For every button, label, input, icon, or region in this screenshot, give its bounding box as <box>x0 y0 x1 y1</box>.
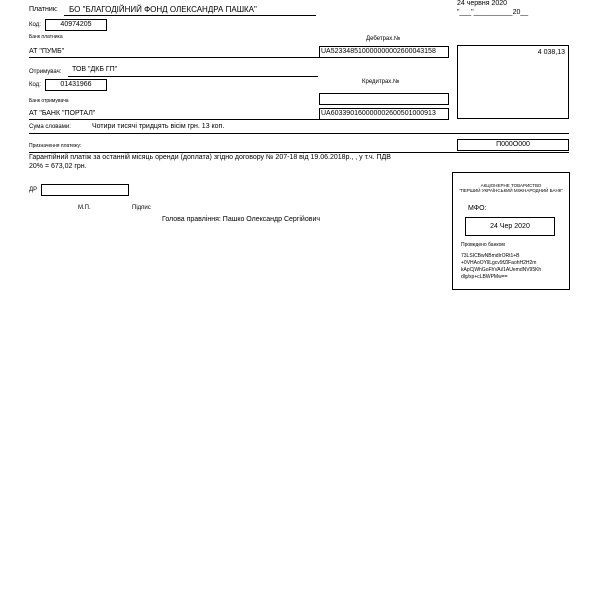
sum-words-label: Сума словами: <box>29 124 71 130</box>
payer-bank-name: АТ "ПУМБ" <box>29 48 65 55</box>
sum-words-text: Чотири тисячі тридцять вісім грн. 13 коп. <box>92 123 225 130</box>
payer-bank-underline <box>29 57 319 58</box>
payer-label: Платник: <box>29 6 58 13</box>
recipient-bank-label: Банк отримувача <box>29 98 69 104</box>
recipient-code-label: Код: <box>29 82 41 88</box>
payer-underline <box>64 15 316 16</box>
stamp-bank-line-1: АКЦІОНЕРНЕ ТОВАРИСТВО <box>480 183 542 188</box>
recipient-bank-underline <box>29 119 319 120</box>
stamp-date-box <box>465 217 555 236</box>
dr-label: ДР <box>29 187 38 193</box>
doc-number-box <box>457 139 569 151</box>
date-blank: "___"__________20__ <box>457 9 529 16</box>
purpose-label: Призначення платежу: <box>29 143 82 149</box>
recipient-label: Отримувач: <box>29 69 62 75</box>
recipient-underline <box>68 76 318 77</box>
sum-words-underline <box>29 133 569 134</box>
dr-box <box>41 184 129 196</box>
stamp-processed: Проведено банком <box>461 242 505 248</box>
payer-name: БО "БЛАГОДІЙНИЙ ФОНД ОЛЕКСАНДРА ПАШКА" <box>69 5 257 14</box>
payer-code-box <box>45 19 107 31</box>
credit-empty-box <box>319 93 449 105</box>
debit-label: Дебетрах.№ <box>366 36 401 42</box>
debit-account-box <box>319 46 449 58</box>
payer-code-label: Код: <box>29 22 41 28</box>
payer-bank-label: Банк платника <box>29 34 63 40</box>
stamp-mfo-label: МФО: <box>468 205 487 212</box>
doc-number: П000О000 <box>496 141 530 148</box>
purpose-line-1: Гарантійний платіж за останній місяць оренди (доплата) згідно договору № 207-18 від 19.06.2018р., , у т.ч. ПДВ <box>29 154 391 161</box>
bank-stamp <box>452 172 570 290</box>
payer-code: 40974205 <box>60 21 92 28</box>
stamp-hash-line-4: dlg/xp+cLBWPMw== <box>461 274 508 280</box>
stamp-date: 24 Чер 2020 <box>490 223 530 230</box>
debit-account: UA523348510000000002600043158 <box>321 48 436 55</box>
credit-label: Кредитрах.№ <box>362 79 400 85</box>
recipient-code: 01431966 <box>60 81 92 88</box>
purpose-line-2: 20% = 673,02 грн. <box>29 163 87 170</box>
stamp-hash-line-1: 73LSICBwNBmdIrORt1+B <box>461 253 520 259</box>
recipient-name: ТОВ "ДКБ ГП" <box>72 66 118 73</box>
amount: 4 038,13 <box>537 49 565 56</box>
recipient-code-box <box>45 79 107 91</box>
signature-label: Підпис <box>132 205 151 211</box>
mp-label: М.П. <box>78 205 91 211</box>
credit-account-box <box>319 108 449 120</box>
purpose-divider <box>29 152 569 153</box>
chairman-name: Голова правління: Пашко Олександр Сергійович <box>162 216 320 223</box>
document-date: 24 червня 2020 <box>457 0 508 7</box>
recipient-bank-name: АТ "БАНК "ПОРТАЛ" <box>29 110 96 117</box>
amount-box <box>457 45 569 119</box>
credit-account: UA603390160000002600501000913 <box>321 110 436 117</box>
stamp-hash-line-2: +0VHAoOYllLgcv9fZlFaohH2H2m <box>461 260 537 266</box>
stamp-hash-line-3: kApCjWhGoFhVAi/1AUemdNV95Kh <box>461 267 542 273</box>
stamp-bank-line-2: "ПЕРШИЙ УКРАЇНСЬКИЙ МІЖНАРОДНИЙ БАНК" <box>459 188 563 193</box>
